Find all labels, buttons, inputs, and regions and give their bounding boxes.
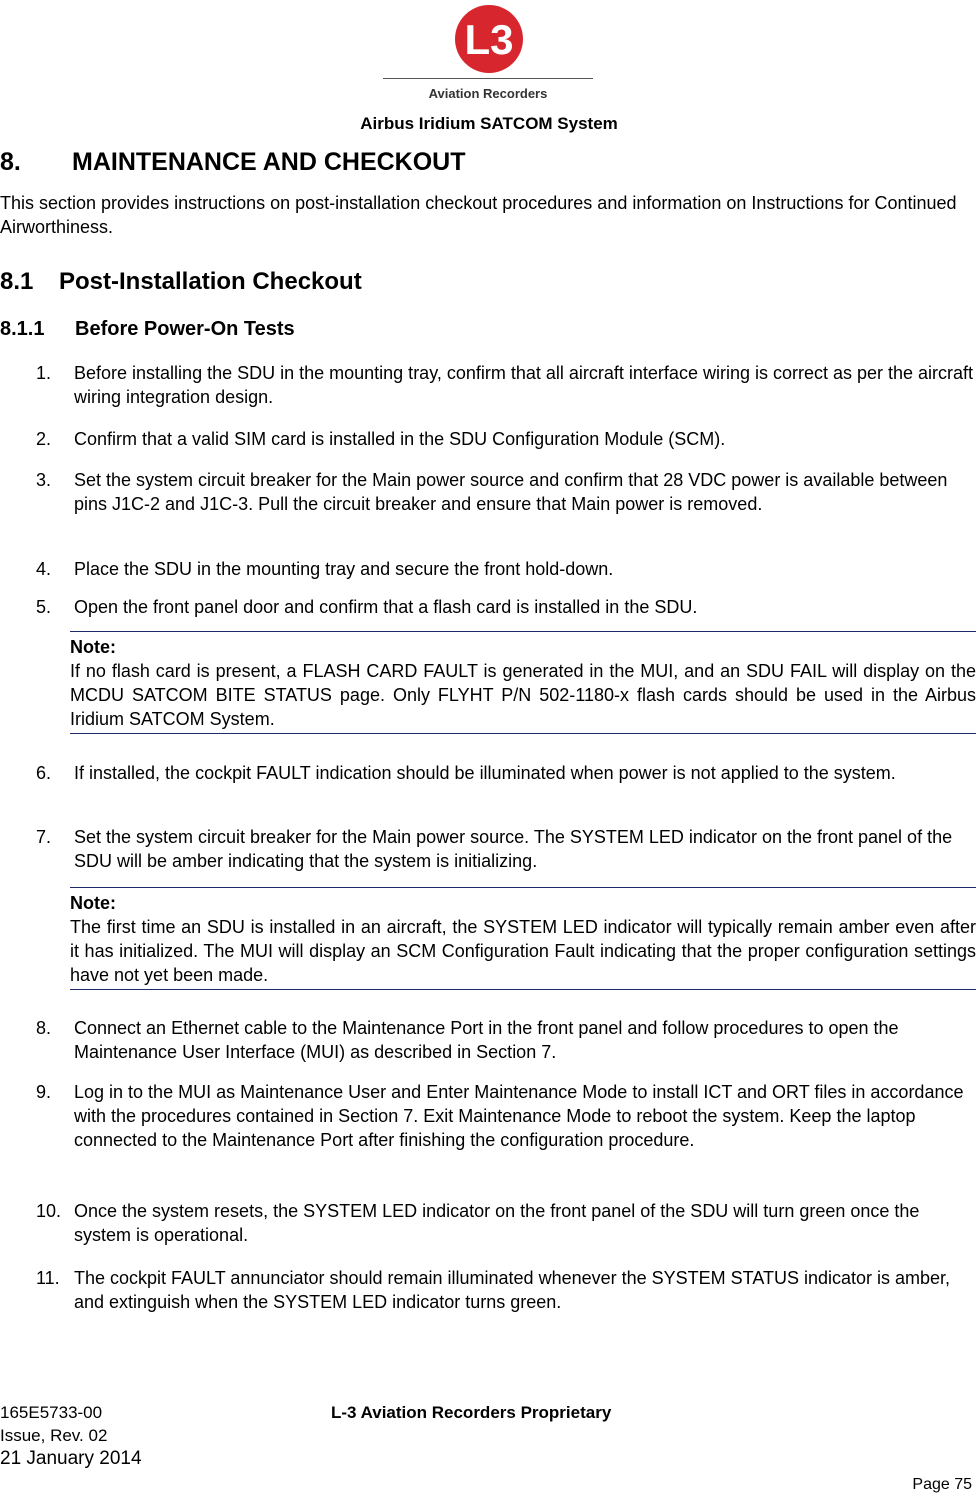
list-item-number: 10. [36,1201,62,1221]
list-item [36,1016,974,1064]
footer-page-number: Page 75 [912,1476,972,1493]
list-item-text: The cockpit FAULT annunciator should remain illuminated whenever the SYSTEM STATUS indicator is amber, and extinguish when the SYSTEM LED indicator turns green. [74,1268,951,1312]
logo-subtitle: Aviation Recorders [428,86,548,101]
footer-issue: Issue, Rev. 02 [0,1426,108,1445]
document-header-title: Airbus Iridium SATCOM System [360,114,618,133]
l3-logo [452,4,526,74]
footer-doc-number: 165E5733-00 [0,1403,103,1422]
list-item [36,761,974,785]
list-item [36,468,974,516]
list-item [36,361,974,409]
note-text: If no flash card is present, a FLASH CARD FAULT is generated in the MUI, and an SDU FAIL will display on the MCDU SATCOM BITE STATUS page. Only FLYHT P/N 502-1180-x flash cards should be used in the Airbus Iridium SATCOM System. [70,661,976,729]
section-number: 8. [0,148,21,176]
list-item-number: 1. [36,363,52,383]
list-item-number: 11. [36,1268,60,1288]
list-item-text: Open the front panel door and confirm that a flash card is installed in the SDU. [74,597,698,617]
list-item-number: 3. [36,470,52,490]
subsection-title: Post-Installation Checkout [59,268,362,295]
list-item-text: Connect an Ethernet cable to the Maintenance Port in the front panel and follow procedures to open the Maintenance User Interface (MUI) as described in Section 7. [74,1018,899,1062]
list-item-text: If installed, the cockpit FAULT indication should be illuminated when power is not applied to the system. [74,763,896,783]
list-item-number: 4. [36,559,52,579]
note-label: Note: [70,637,116,657]
list-item-number: 9. [36,1082,52,1102]
subsubsection-number: 8.1.1 [0,318,45,340]
list-item-number: 2. [36,429,52,449]
list-item-text: Set the system circuit breaker for the Main power source and confirm that 28 VDC power is available between pins J1C-2 and J1C-3. Pull the circuit breaker and ensure that Main power is removed. [74,470,948,514]
list-item [36,427,974,451]
list-item-text: Log in to the MUI as Maintenance User and Enter Maintenance Mode to install ICT and ORT files in accordance with the procedures contained in Section 7. Exit Maintenance Mode to reboot the system. Keep the laptop connected to the Maintenance Port after finishing the configuration procedure. [74,1082,964,1150]
section-intro: This section provides instructions on post-installation checkout procedures and information on Instructions for Continued Airworthiness. [0,193,957,237]
list-item-text: Before installing the SDU in the mounting tray, confirm that all aircraft interface wiring is correct as per the aircraft wiring integration design. [74,363,974,407]
list-item [36,1199,974,1247]
list-item-number: 5. [36,597,52,617]
subsubsection-heading [0,318,295,341]
subsection-number: 8.1 [0,268,34,295]
list-item-text: Confirm that a valid SIM card is installed in the SDU Configuration Module (SCM). [74,429,726,449]
list-item [36,1080,974,1152]
list-item-number: 6. [36,763,52,783]
l3-logo-text: L3 [464,16,514,63]
section-title: MAINTENANCE AND CHECKOUT [72,148,466,176]
list-item-text: Place the SDU in the mounting tray and secure the front hold-down. [74,559,614,579]
note-text: The first time an SDU is installed in an aircraft, the SYSTEM LED indicator will typically remain amber even after it has initialized. The MUI will display an SCM Configuration Fault indicating that the proper configuration settings have not yet been made. [70,917,976,985]
note-label: Note: [70,893,116,913]
footer-date: 21 January 2014 [0,1448,142,1469]
list-item-text: Set the system circuit breaker for the Main power source. The SYSTEM LED indicator on the front panel of the SDU will be amber indicating that the system is initializing. [74,827,953,871]
subsection-heading [0,268,362,296]
list-item [36,557,974,581]
logo-rule [383,78,593,79]
list-item [36,1266,974,1314]
list-item [36,595,974,619]
list-item [36,825,974,873]
list-item-number: 7. [36,827,52,847]
list-item-text: Once the system resets, the SYSTEM LED indicator on the front panel of the SDU will turn green once the system is operational. [74,1201,920,1245]
footer-proprietary: L-3 Aviation Recorders Proprietary [331,1403,612,1422]
note-box [70,887,976,990]
subsubsection-title: Before Power-On Tests [75,318,295,340]
list-item-number: 8. [36,1018,52,1038]
note-box [70,631,976,734]
section-heading [0,148,466,177]
